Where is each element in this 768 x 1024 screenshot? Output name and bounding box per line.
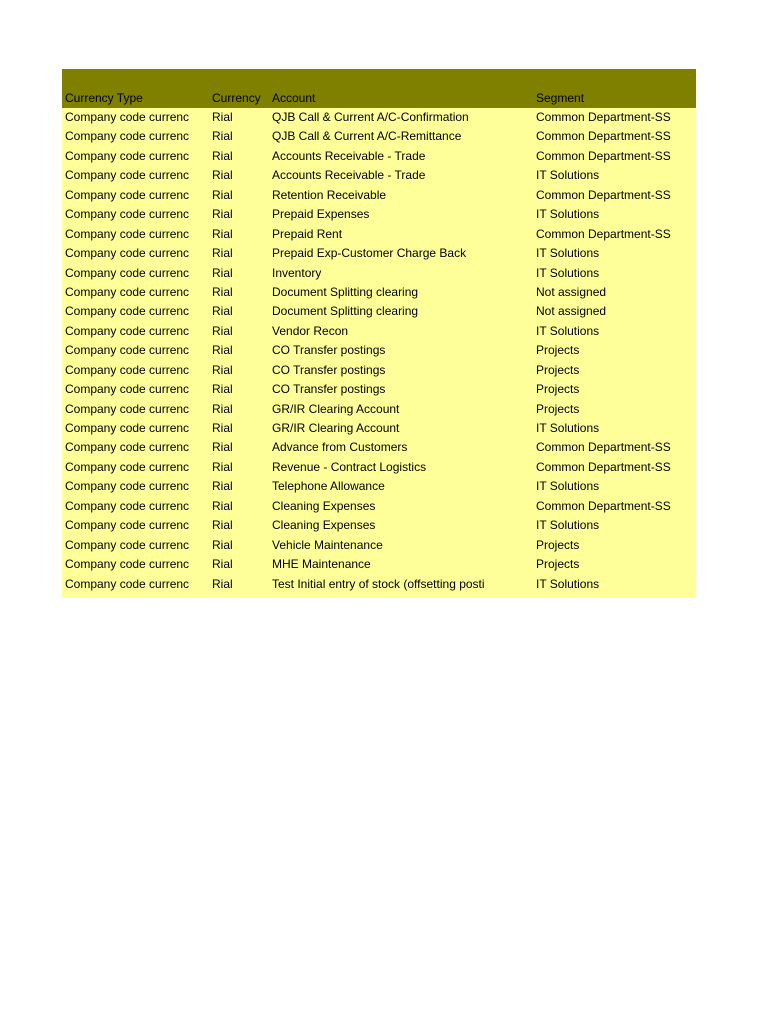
cell-currency[interactable]: Rial [212,343,233,358]
cell-currency-type[interactable]: Company code currenc [65,479,190,494]
cell-currency-type[interactable]: Company code currenc [65,576,190,591]
cell-currency[interactable]: Rial [212,479,233,494]
table-row[interactable] [62,380,696,399]
cell-account[interactable]: Accounts Receivable - Trade [272,168,426,183]
cell-account[interactable]: Vendor Recon [272,323,349,338]
cell-currency[interactable]: Rial [212,226,233,241]
cell-currency[interactable]: Rial [212,537,233,552]
cell-currency[interactable]: Rial [212,401,233,416]
cell-segment[interactable]: IT Solutions [536,265,600,280]
table-row[interactable] [62,419,696,438]
cell-account[interactable]: Document Splitting clearing [272,304,419,319]
cell-currency[interactable]: Rial [212,557,233,572]
table-row[interactable] [62,166,696,185]
cell-segment[interactable]: Projects [536,537,580,552]
cell-currency-type[interactable]: Company code currenc [65,382,190,397]
cell-currency[interactable]: Rial [212,207,233,222]
table-row[interactable] [62,302,696,321]
cell-currency-type[interactable]: Company code currenc [65,343,190,358]
cell-currency[interactable]: Rial [212,440,233,455]
cell-account[interactable]: Retention Receivable [272,187,387,202]
cell-currency-type[interactable]: Company code currenc [65,537,190,552]
cell-account[interactable]: GR/IR Clearing Account [272,421,400,435]
cell-account[interactable]: Document Splitting clearing [272,284,419,299]
cell-currency[interactable]: Rial [212,304,233,319]
cell-currency[interactable]: Rial [212,323,233,338]
table-row[interactable] [62,497,696,516]
cell-account[interactable]: Advance from Customers [272,440,408,455]
cell-currency[interactable]: Rial [212,265,233,280]
header-account[interactable]: Account [272,91,316,105]
cell-segment[interactable]: IT Solutions [536,421,600,435]
cell-currency[interactable]: Rial [212,148,233,163]
cell-currency[interactable]: Rial [212,284,233,299]
cell-account[interactable]: Cleaning Expenses [272,518,376,533]
header-currency-type[interactable]: Currency Type [65,91,143,105]
cell-currency-type[interactable]: Company code currenc [65,110,190,124]
cell-currency-type[interactable]: Company code currenc [65,129,190,144]
cell-segment[interactable]: Not assigned [536,284,607,299]
cell-account[interactable]: Telephone Allowance [272,479,385,494]
cell-segment[interactable]: IT Solutions [536,479,600,494]
table-header [62,69,696,108]
table-row[interactable] [62,186,696,205]
cell-currency-type[interactable]: Company code currenc [65,440,190,455]
cell-account[interactable]: Inventory [272,265,322,280]
table-row[interactable] [62,477,696,496]
cell-currency[interactable]: Rial [212,168,233,183]
cell-currency-type[interactable]: Company code currenc [65,421,190,435]
cell-currency-type[interactable]: Company code currenc [65,518,190,533]
table-row[interactable] [62,322,696,341]
cell-currency[interactable]: Rial [212,110,233,124]
table-row[interactable] [62,225,696,244]
cell-currency-type[interactable]: Company code currenc [65,246,190,261]
table-row[interactable] [62,555,696,574]
cell-segment[interactable]: IT Solutions [536,518,600,533]
cell-segment[interactable]: Not assigned [536,304,607,319]
cell-account[interactable]: Prepaid Expenses [272,207,370,222]
cell-segment[interactable]: Common Department-SS [536,498,671,513]
cell-currency[interactable]: Rial [212,129,233,144]
cell-currency[interactable]: Rial [212,246,233,261]
cell-currency-type[interactable]: Company code currenc [65,284,190,299]
table-row[interactable] [62,341,696,360]
cell-currency-type[interactable]: Company code currenc [65,187,190,202]
table-row[interactable] [62,283,696,302]
cell-account[interactable]: GR/IR Clearing Account [272,401,400,416]
cell-segment[interactable]: Projects [536,382,580,397]
cell-segment[interactable]: Common Department-SS [536,226,671,241]
cell-currency-type[interactable]: Company code currenc [65,459,190,474]
cell-segment[interactable]: Common Department-SS [536,187,671,202]
cell-segment[interactable]: Common Department-SS [536,148,671,163]
table-row[interactable] [62,108,696,127]
cell-segment[interactable]: Projects [536,557,580,572]
cell-currency-type[interactable]: Company code currenc [65,265,190,280]
cell-currency[interactable]: Rial [212,576,233,591]
cell-segment[interactable]: Common Department-SS [536,110,671,124]
cell-account[interactable]: Test Initial entry of stock (offsetting posti [272,576,485,591]
cell-account[interactable]: CO Transfer postings [272,362,386,377]
account-table [62,69,696,598]
table-row[interactable] [62,244,696,263]
cell-account[interactable]: Vehicle Maintenance [272,537,383,552]
cell-currency-type[interactable]: Company code currenc [65,498,190,513]
cell-currency[interactable]: Rial [212,459,233,474]
cell-account[interactable]: Prepaid Rent [272,226,343,241]
cell-currency[interactable]: Rial [212,382,233,397]
cell-currency[interactable]: Rial [212,498,233,513]
table-row[interactable] [62,438,696,457]
cell-currency-type[interactable]: Company code currenc [65,148,190,163]
table-row[interactable] [62,516,696,535]
cell-account[interactable]: Accounts Receivable - Trade [272,148,426,163]
cell-currency[interactable]: Rial [212,187,233,202]
cell-account[interactable]: Prepaid Exp-Customer Charge Back [272,246,467,261]
cell-segment[interactable]: IT Solutions [536,576,600,591]
cell-account[interactable]: QJB Call & Current A/C-Remittance [272,129,462,144]
table-row[interactable] [62,575,696,594]
cell-segment[interactable]: Common Department-SS [536,129,671,144]
header-currency[interactable]: Currency [212,91,261,105]
table-row[interactable] [62,264,696,283]
cell-currency-type[interactable]: Company code currenc [65,557,190,572]
table-row[interactable] [62,458,696,477]
cell-segment[interactable]: Common Department-SS [536,459,671,474]
cell-account[interactable]: CO Transfer postings [272,343,386,358]
cell-currency-type[interactable]: Company code currenc [65,207,190,222]
cell-account[interactable]: Cleaning Expenses [272,498,376,513]
cell-currency-type[interactable]: Company code currenc [65,362,190,377]
table-row[interactable] [62,536,696,555]
table-row[interactable] [62,205,696,224]
cell-currency-type[interactable]: Company code currenc [65,401,190,416]
cell-segment[interactable]: Common Department-SS [536,440,671,455]
cell-segment[interactable]: IT Solutions [536,168,600,183]
table-row[interactable] [62,361,696,380]
cell-currency-type[interactable]: Company code currenc [65,304,190,319]
cell-currency[interactable]: Rial [212,518,233,533]
cell-account[interactable]: QJB Call & Current A/C-Confirmation [272,110,469,124]
cell-segment[interactable]: IT Solutions [536,246,600,261]
cell-segment[interactable]: IT Solutions [536,207,600,222]
cell-account[interactable]: MHE Maintenance [272,557,371,572]
header-segment[interactable]: Segment [536,91,585,105]
cell-account[interactable]: Revenue - Contract Logistics [272,459,427,474]
cell-currency-type[interactable]: Company code currenc [65,168,190,183]
cell-segment[interactable]: Projects [536,362,580,377]
cell-currency-type[interactable]: Company code currenc [65,226,190,241]
cell-currency[interactable]: Rial [212,421,233,435]
table-row[interactable] [62,400,696,419]
cell-segment[interactable]: Projects [536,343,580,358]
table-row[interactable] [62,127,696,146]
table-row[interactable] [62,147,696,166]
cell-currency-type[interactable]: Company code currenc [65,323,190,338]
cell-segment[interactable]: IT Solutions [536,323,600,338]
cell-account[interactable]: CO Transfer postings [272,382,386,397]
cell-currency[interactable]: Rial [212,362,233,377]
table-body [62,108,696,598]
cell-segment[interactable]: Projects [536,401,580,416]
